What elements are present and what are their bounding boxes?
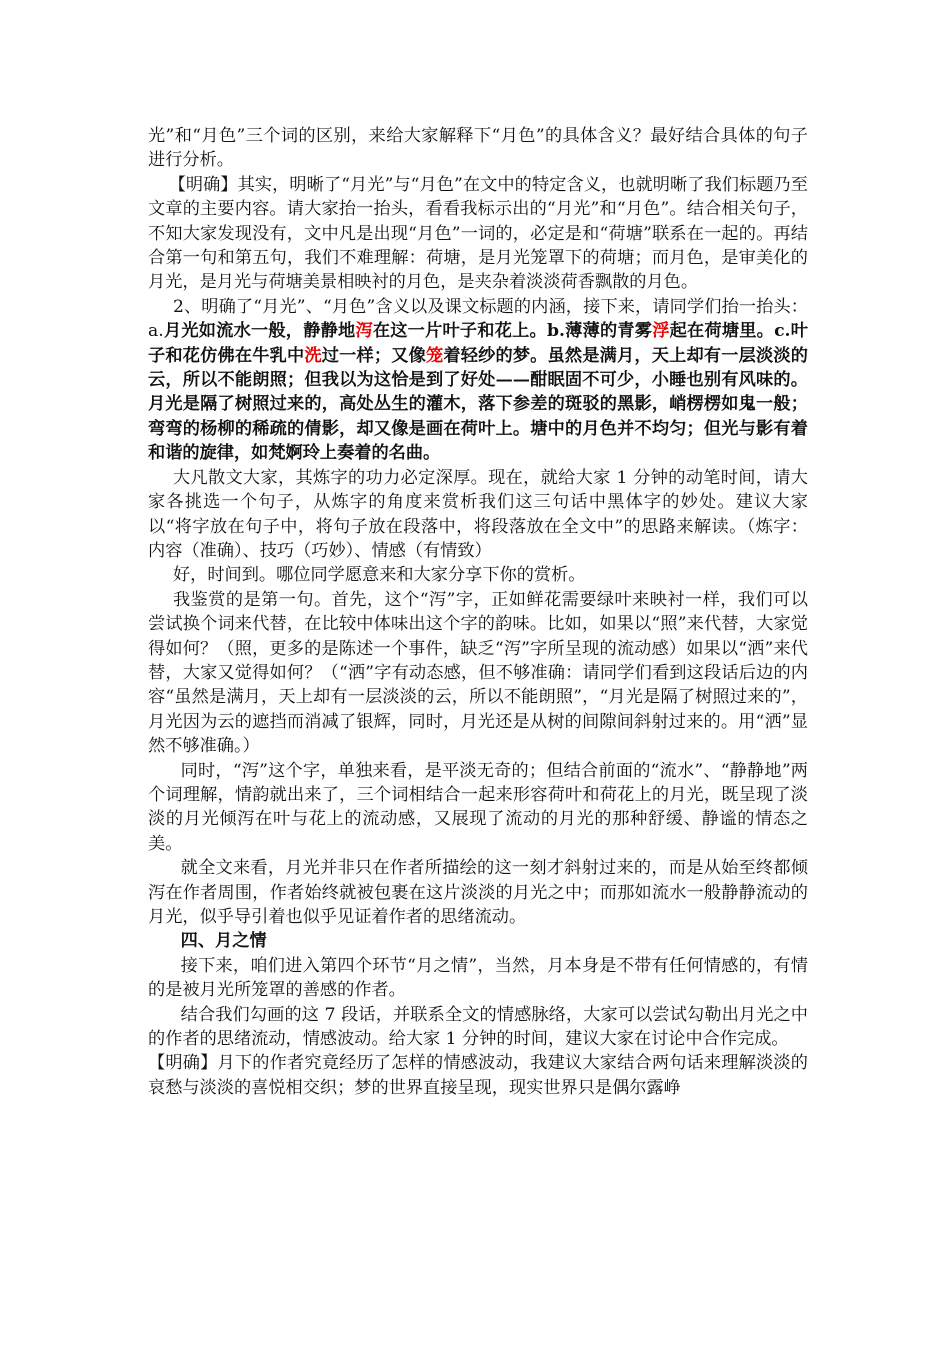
sentence-b-part2: 起在荷塘里。 [669,321,775,342]
sentence-a-part2: 在这一片叶子和花上。 [372,321,547,342]
paragraph-whole-text: 就全文来看，月光并非只在作者所描绘的这一刻才斜射过来的，而是从始至终都倾泻在作者周围，作者始终就被包裹在这片淡淡的月光之中；而那如流水一般静静流动的月光，似乎导引着也似乎见证着作者的思绪流动。 [148,858,808,927]
sentence-a-part1: 月光如流水一般，静静地 [163,321,356,342]
sentence-b-label: b. [546,321,565,342]
sentence-c-label: c. [774,321,791,342]
keyword-long: 笼 [425,345,444,366]
paragraph-three-intro: 2、明确了“月光”、“月色”含义以及课文标题的内涵，接下来，请同学们抬一抬头： [172,296,808,317]
paragraph-discussion-task: 结合我们勾画的这 7 段话，并联系全文的情感脉络，大家可以尝试勾勒出月光之中的作者的思绪流动，情感波动。给大家 1 分钟的时间，建议大家在讨论中合作完成。 [148,1004,808,1050]
document-body [148,124,808,1100]
paragraph-time-up: 好，时间到。哪位同学愿意来和大家分享下你的赏析。 [172,565,586,586]
sentence-c-part3: 着轻纱的梦。虽然是满月，天上却有一层淡淡的云，所以不能朗照；但我以为这恰是到了好处——酣眠固不可少，小睡也别有风味的。月光是隔了树照过来的，高处丛生的灌木，落下参差的斑驳的黑影，峭楞楞如鬼一般；弯弯的杨柳的稀疏的倩影，却又像是画在荷叶上。塘中的月色并不均匀；但光与影有着和谐的旋律，如梵婀玲上奏着的名曲。 [148,345,808,464]
paragraph-answer-emotion: 【明确】月下的作者究竟经历了怎样的情感波动，我建议大家结合两句话来理解淡淡的哀愁与淡淡的喜悦相交织；梦的世界直接呈现，现实世界只是偶尔露峥 [148,1053,808,1098]
sentence-a-label: a. [148,321,164,342]
keyword-fu: 浮 [652,321,670,342]
section-heading: 四、月之情 [180,931,267,952]
sentence-c-part2: 过一样；又像 [321,345,426,366]
paragraph-answer-moonlight: 【明确】其实，明晰了“月光”与“月色”在文中的特定含义，也就明晰了我们标题乃至文章的主要内容。请大家抬一抬头，看看我标示出的“月光”和“月色”。结合相关句子，不知大家发现没有，文中凡是出现“月色”一词的，必定是和“荷塘”联系在一起的。再结合第一句和第五句，我们不难理解：荷塘，是月光笼罩下的荷塘；而月色，是审美化的月光，是月光与荷塘美景相映衬的月色，是夹杂着淡淡荷香飘散的月色。 [148,174,808,293]
sentence-b-part1: 薄薄的青雾 [564,321,653,342]
paragraph-three-sentences [148,295,808,466]
paragraph-appreciation: 我鉴赏的是第一句。首先，这个“泻”字，正如鲜花需要绿叶来映衬一样，我们可以尝试换个词来代替，在比较中体味出这个字的韵味。比如，如果以“照”来代替，大家觉得如何？（照，更多的是陈述一个事件，缺乏“泻”字所呈现的流动感）如果以“洒”来代替，大家又觉得如何？（“洒”字有动态感，但不够准确：请同学们看到这段话后边的内容“虽然是满月，天上却有一层淡淡的云，所以不能朗照”，“月光是隔了树照过来的”，月光因为云的遮挡而消减了银辉，同时，月光还是从树的间隙间斜射过来的。用“洒”显然不够准确。） [148,589,808,757]
paragraph-meanwhile: 同时，“泻”这个字，单独来看，是平淡无奇的；但结合前面的“流水”、“静静地”两个词理解，情韵就出来了，三个词相结合一起来形容荷叶和荷花上的月光，既呈现了淡淡的月光倾泻在叶与花上的流动感，又展现了流动的月光的那种舒缓、静谧的情态之美。 [148,760,808,854]
sentence-c-part1: 叶子和花仿佛在牛乳中 [148,321,808,366]
keyword-xie: 泻 [355,321,373,342]
keyword-xi: 洗 [304,345,322,366]
paragraph-question-continued: 光”和“月色”三个词的区别，来给大家解释下“月色”的具体含义？最好结合具体的句子进行分析。 [148,126,808,171]
paragraph-moon-emotion-intro: 接下来，咱们进入第四个环节“月之情”，当然，月本身是不带有任何情感的，有情的是被月光所笼罩的善感的作者。 [148,955,808,1001]
paragraph-word-refining: 大凡散文大家，其炼字的功力必定深厚。现在，就给大家 1 分钟的动笔时间，请大家各挑选一个句子，从炼字的角度来赏析我们这三句话中黑体字的妙处。建议大家以“将字放在句子中，将句子放在段落中，将段落放在全文中”的思路来解读。（炼字：内容（准确）、技巧（巧妙）、情感（有情致） [148,467,808,561]
